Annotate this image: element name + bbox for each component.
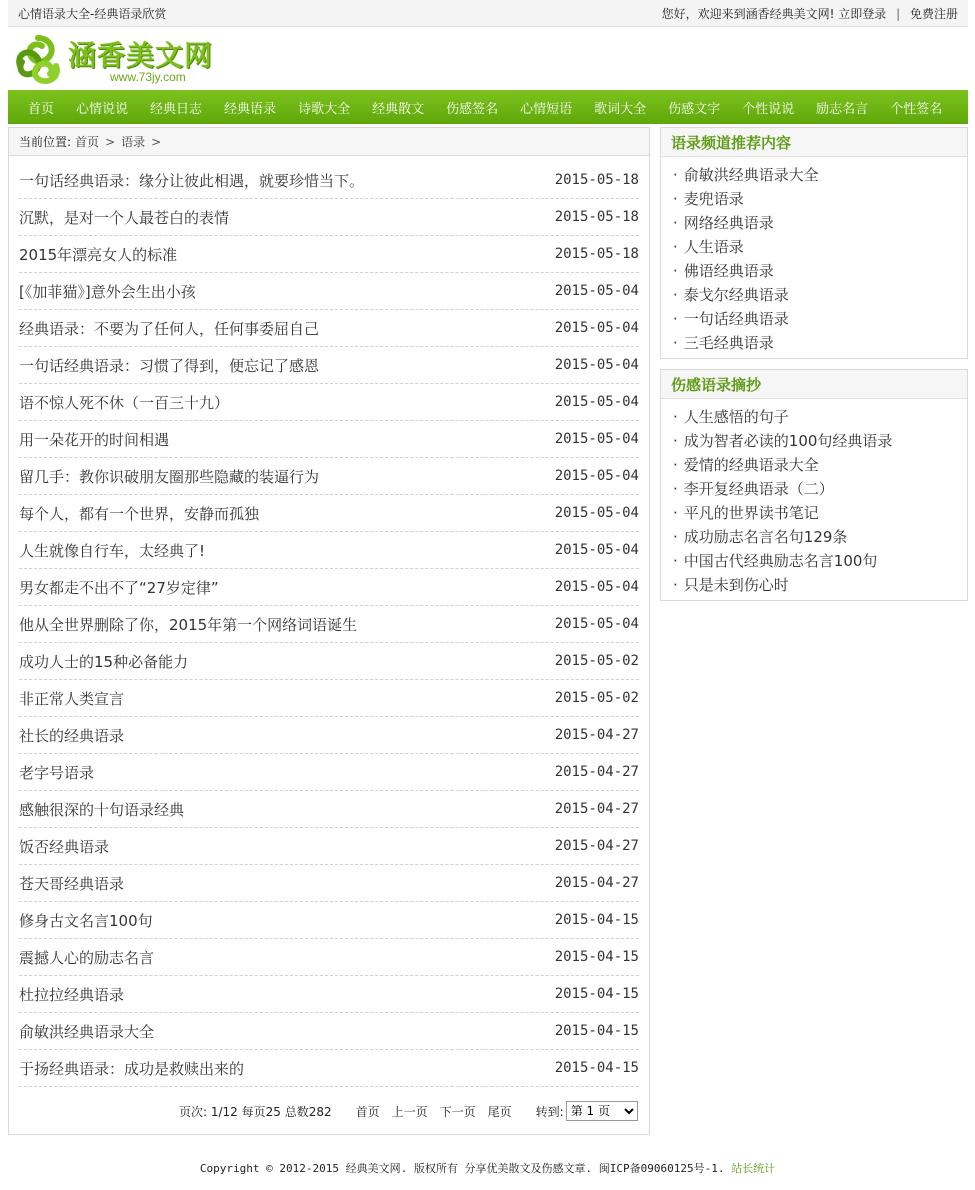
article-date: 2015-05-04: [554, 320, 639, 336]
article-title-link[interactable]: 留几手：教你识破朋友圈那些隐藏的装逼行为: [19, 467, 320, 486]
goto-label: 转到:: [535, 1104, 564, 1119]
article-title-link[interactable]: [《加菲猫》]意外会生出小孩: [19, 282, 196, 301]
article-date: 2015-05-18: [554, 209, 639, 225]
article-row: [19, 273, 639, 310]
article-date: 2015-05-02: [554, 690, 639, 706]
article-date: 2015-04-27: [554, 801, 639, 817]
article-title-link[interactable]: 人生就像自行车，太经典了!: [19, 541, 206, 560]
sad-quotes-box: [660, 369, 968, 601]
nav-item[interactable]: 首页: [28, 101, 55, 117]
article-list-panel: [8, 127, 650, 1135]
article-row: [19, 569, 639, 606]
article-title-link[interactable]: 一句话经典语录：习惯了得到，便忘记了感恩: [19, 356, 320, 375]
nav-item[interactable]: 个性签名: [890, 101, 943, 117]
article-title-link[interactable]: 俞敏洪经典语录大全: [19, 1022, 155, 1041]
article-row: [19, 643, 639, 680]
article-row: [19, 199, 639, 236]
article-date: 2015-04-27: [554, 838, 639, 854]
article-date: 2015-04-27: [554, 764, 639, 780]
article-date: 2015-04-27: [554, 727, 639, 743]
recommend-box: [660, 127, 968, 359]
article-date: 2015-05-18: [554, 172, 639, 188]
article-row: [19, 310, 639, 347]
article-row: [19, 939, 639, 976]
article-title-link[interactable]: 语不惊人死不休（一百三十九）: [19, 393, 230, 412]
article-date: 2015-05-04: [554, 505, 639, 521]
article-title-link[interactable]: 成功人士的15种必备能力: [19, 652, 189, 671]
welcome-text: 您好，欢迎来到涵香经典美文网!: [661, 6, 835, 21]
top-bar: [8, 0, 968, 27]
article-row: [19, 384, 639, 421]
article-row: [19, 717, 639, 754]
logo-knot-icon: [10, 32, 66, 88]
breadcrumb-current[interactable]: 语录: [121, 135, 146, 149]
article-row: [19, 347, 639, 384]
article-row: [19, 828, 639, 865]
article-title-link[interactable]: 杜拉拉经典语录: [19, 985, 125, 1004]
article-row: [19, 976, 639, 1013]
article-title-link[interactable]: 他从全世界删除了你，2015年第一个网络词语诞生: [19, 615, 358, 634]
article-row: [19, 865, 639, 902]
article-row: [19, 458, 639, 495]
nav-item[interactable]: 心情说说: [76, 101, 129, 117]
site-title: 心情语录大全-经典语录欣赏: [18, 6, 167, 21]
last-page-link[interactable]: 尾页: [487, 1104, 512, 1119]
article-date: 2015-04-27: [554, 875, 639, 891]
page-select[interactable]: [566, 1101, 638, 1121]
nav-item[interactable]: 伤感文字: [668, 101, 721, 117]
article-row: [19, 162, 639, 199]
breadcrumb-home[interactable]: 首页: [75, 135, 100, 149]
article-title-link[interactable]: 沉默，是对一个人最苍白的表情: [19, 208, 230, 227]
article-row: [19, 791, 639, 828]
nav-item[interactable]: 经典语录: [224, 101, 277, 117]
user-links: [662, 5, 958, 22]
sidebar-link[interactable]: · 三毛经典语录: [673, 331, 967, 355]
sad-quotes-list: [661, 399, 967, 601]
nav-item[interactable]: 经典日志: [150, 101, 203, 117]
sidebar-link[interactable]: · 平凡的世界读书笔记: [673, 501, 967, 525]
sidebar-link[interactable]: · 只是未到伤心时: [673, 573, 967, 597]
stats-link[interactable]: 站长统计: [731, 1162, 776, 1175]
chevron-right-icon: >: [105, 134, 116, 149]
sidebar-link[interactable]: · 人生语录: [673, 235, 967, 259]
prev-page-link[interactable]: 上一页: [391, 1104, 428, 1119]
nav-item[interactable]: 心情短语: [520, 101, 573, 117]
article-date: 2015-05-18: [554, 246, 639, 262]
pagination: [9, 1098, 649, 1124]
sidebar-link[interactable]: · 佛语经典语录: [673, 259, 967, 283]
article-title-link[interactable]: 一句话经典语录：缘分让彼此相遇，就要珍惜当下。: [19, 171, 365, 190]
article-date: 2015-04-15: [554, 1023, 639, 1039]
sidebar-link[interactable]: · 泰戈尔经典语录: [673, 283, 967, 307]
page-info: 页次: 1/12 每页25 总数282: [179, 1104, 332, 1119]
article-row: [19, 421, 639, 458]
sidebar-link[interactable]: · 成功励志名言名句129条: [673, 525, 967, 549]
login-link[interactable]: 立即登录: [838, 6, 887, 21]
article-date: 2015-05-04: [554, 579, 639, 595]
nav-item[interactable]: 诗歌大全: [298, 101, 351, 117]
recommend-list: [661, 157, 967, 359]
logo-text: 涵香美文网: [68, 39, 214, 72]
copyright-text: Copyright © 2012-2015 经典美文网. 版权所有 分享优美散文及伤感文章. 闽ICP备09060125号-1.: [199, 1162, 725, 1175]
article-date: 2015-05-04: [554, 468, 639, 484]
article-title-link[interactable]: 震撼人心的励志名言: [19, 948, 155, 967]
article-title-link[interactable]: 修身古文名言100句: [19, 911, 153, 930]
article-title-link[interactable]: 每个人，都有一个世界，安静而孤独: [19, 504, 260, 523]
link-separator: |: [896, 6, 901, 21]
article-date: 2015-04-15: [554, 912, 639, 928]
article-title-link[interactable]: 于扬经典语录：成功是救赎出来的: [19, 1059, 245, 1078]
article-date: 2015-04-15: [554, 1060, 639, 1076]
article-title-link[interactable]: 老字号语录: [19, 763, 95, 782]
sidebar-link[interactable]: · 网络经典语录: [673, 211, 967, 235]
article-date: 2015-05-02: [554, 653, 639, 669]
breadcrumb-label: 当前位置:: [19, 135, 72, 149]
footer: [0, 1160, 975, 1176]
sidebar-link[interactable]: · 李开复经典语录（二）: [673, 477, 967, 501]
nav-item[interactable]: 个性说说: [742, 101, 795, 117]
article-date: 2015-05-04: [554, 283, 639, 299]
nav-item[interactable]: 经典散文: [372, 101, 425, 117]
next-page-link[interactable]: 下一页: [439, 1104, 476, 1119]
article-row: [19, 606, 639, 643]
breadcrumb: [9, 128, 649, 156]
article-date: 2015-05-04: [554, 431, 639, 447]
article-row: [19, 495, 639, 532]
article-title-link[interactable]: 经典语录：不要为了任何人，任何事委屈自己: [19, 319, 320, 338]
nav-item[interactable]: 励志名言: [816, 101, 869, 117]
sidebar-link[interactable]: · 中国古代经典励志名言100句: [673, 549, 967, 573]
sidebar-link[interactable]: · 俞敏洪经典语录大全: [673, 163, 967, 187]
nav-item[interactable]: 伤感签名: [446, 101, 499, 117]
register-link[interactable]: 免费注册: [909, 6, 958, 21]
sidebar-link[interactable]: · 爱情的经典语录大全: [673, 453, 967, 477]
article-title-link[interactable]: 用一朵花开的时间相遇: [19, 430, 170, 449]
logo-url: www.73jy.com: [110, 70, 186, 84]
article-row: [19, 902, 639, 939]
article-row: [19, 532, 639, 569]
article-date: 2015-05-04: [554, 394, 639, 410]
article-title-link[interactable]: 饭否经典语录: [19, 837, 110, 856]
article-date: 2015-04-15: [554, 986, 639, 1002]
article-date: 2015-05-04: [554, 542, 639, 558]
article-title-link[interactable]: 苍天哥经典语录: [19, 874, 125, 893]
article-title-link[interactable]: 2015年漂亮女人的标准: [19, 245, 178, 264]
article-row: [19, 1013, 639, 1050]
article-title-link[interactable]: 非正常人类宣言: [19, 689, 125, 708]
first-page-link[interactable]: 首页: [355, 1104, 380, 1119]
nav-item[interactable]: 歌词大全: [594, 101, 647, 117]
sidebar-link[interactable]: · 一句话经典语录: [673, 307, 967, 331]
article-row: [19, 1050, 639, 1087]
article-row: [19, 754, 639, 791]
site-logo[interactable]: [10, 30, 240, 88]
chevron-right-icon: >: [151, 134, 162, 149]
recommend-title: 语录频道推荐内容: [661, 128, 967, 157]
article-title-link[interactable]: 男女都走不出不了“27岁定律”: [19, 578, 219, 597]
article-title-link[interactable]: 感触很深的十句语录经典: [19, 800, 185, 819]
article-date: 2015-05-04: [554, 357, 639, 373]
sidebar-link[interactable]: · 成为智者必读的100句经典语录: [673, 429, 967, 453]
sidebar-link[interactable]: · 麦兜语录: [673, 187, 967, 211]
sidebar-link[interactable]: · 人生感悟的句子: [673, 405, 967, 429]
article-title-link[interactable]: 社长的经典语录: [19, 726, 125, 745]
article-row: [19, 236, 639, 273]
main-nav: [8, 90, 968, 124]
article-list: [9, 162, 649, 1087]
article-date: 2015-05-04: [554, 616, 639, 632]
article-row: [19, 680, 639, 717]
sad-quotes-title: 伤感语录摘抄: [661, 370, 967, 399]
article-date: 2015-04-15: [554, 949, 639, 965]
